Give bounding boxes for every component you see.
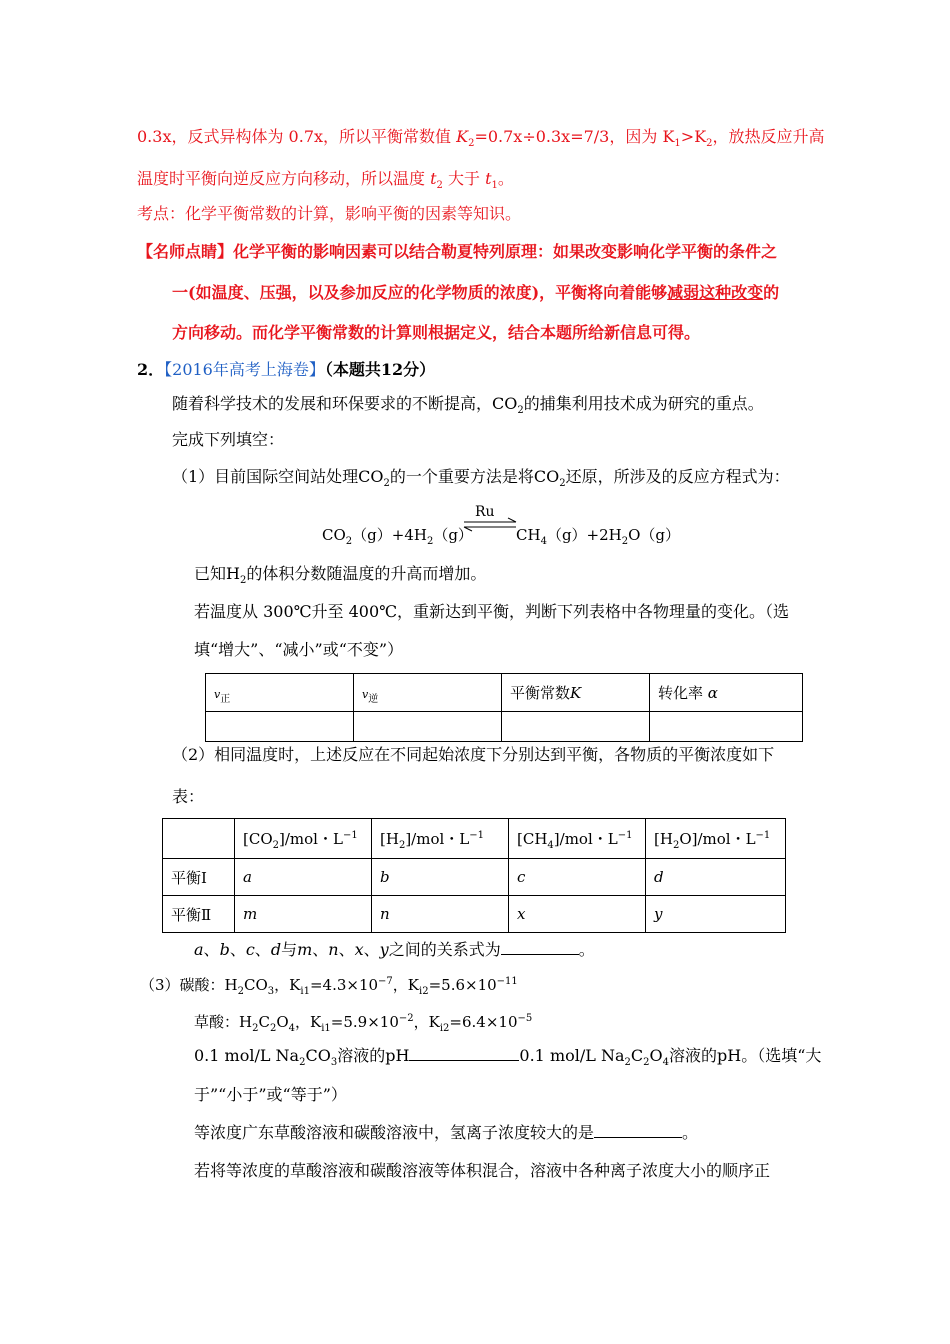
header-h2o: $[H_2O]$/mol・$L^{-1}$ — [646, 819, 786, 859]
table-row — [163, 896, 786, 933]
table-cell: m — [235, 896, 372, 933]
answer-cell-k[interactable] — [502, 712, 650, 742]
answer-line-1: 0.3x，反式异构体为 0.7x，所以平衡常数值 $K_2=0.7x\div 0.3x=7/3$，因为 $K_1>K_2$，放热反应升高 — [137, 127, 825, 150]
row-label: 平衡Ⅱ — [163, 896, 235, 933]
oxalic-acid-line: 草酸：$H_2C_2O_4$，$K_{i1}=5.9\times 10^{-2}$，$K_{i2}=6.4\times 10^{-5}$ — [194, 1013, 533, 1034]
header-h2: $[H_2]$/mol・$L^{-1}$ — [372, 819, 509, 859]
fill-instruction: 完成下列填空： — [172, 430, 285, 449]
equilibrium-arrow-icon — [460, 504, 520, 534]
tip-tag: 【名师点睛】 — [137, 242, 234, 261]
carbonic-acid-line: （3）碳酸：$H_2CO_3$，$K_{i1}=4.3\times 10^{-7}$，$K_{i2}=5.6\times 10^{-11}$ — [140, 976, 518, 997]
table-cell: n — [372, 896, 509, 933]
table-cell: y — [646, 896, 786, 933]
ph-line-1: 0.1 mol/L $Na_2CO_3$溶液的pH 0.1 mol/L $Na_2C_2O_4$溶液的pH。（选填“大 — [194, 1046, 822, 1069]
header-k: 平衡常数K — [502, 674, 650, 712]
tip-line-2: 一(如温度、压强，以及参加反应的化学物质的浓度)，平衡将向着能够减弱这种改变的 — [172, 283, 780, 302]
ph-blank[interactable] — [409, 1046, 519, 1061]
header-v-reverse: $v_逆$ — [354, 674, 502, 712]
mix-line: 若将等浓度的草酸溶液和碳酸溶液等体积混合，溶液中各种离子浓度大小的顺序正 — [194, 1161, 771, 1180]
equal-conc-blank[interactable] — [594, 1123, 682, 1138]
concentration-table — [162, 818, 786, 933]
answer-cell-v-forward[interactable] — [206, 712, 354, 742]
temp-line-2: 填“增大”、“减小”或“不变”） — [194, 640, 404, 659]
equation-left: $CO_2(g)+4H_2(g)$ — [322, 526, 473, 547]
part-2-line-1: （2）相同温度时，上述反应在不同起始浓度下分别达到平衡，各物质的平衡浓度如下 — [172, 745, 775, 764]
part-1-text: （1）目前国际空间站处理$CO_2$的一个重要方法是将$CO_2$还原，所涉及的反应方程式为： — [172, 467, 790, 490]
question-source: 【2016年高考上海卷】 — [164, 360, 325, 379]
table-row — [163, 859, 786, 896]
equal-conc-line: 等浓度广东草酸溶液和碳酸溶液中，氢离子浓度较大的是 。 — [194, 1123, 699, 1142]
header-co2: $[CO_2]$/mol・$L^{-1}$ — [235, 819, 372, 859]
table-cell: b — [372, 859, 509, 896]
row-label: 平衡Ⅰ — [163, 859, 235, 896]
tip-line-3: 方向移动。而化学平衡常数的计算则根据定义，结合本题所给新信息可得。 — [172, 323, 701, 342]
equilibrium-arrow — [460, 504, 520, 534]
part-2-line-2: 表： — [172, 787, 205, 806]
change-table — [205, 673, 803, 742]
relation-line: a、b、c、d与m、n、x、y之间的关系式为 。 — [194, 940, 595, 959]
equation-right: $CH_4(g)+2H_2O(g)$ — [516, 526, 681, 547]
question-2-header: 2．【2016年高考上海卷】（本题共12分） — [137, 360, 436, 379]
tip-line-1: 【名师点睛】化学平衡的影响因素可以结合勒夏特列原理：如果改变影响化学平衡的条件之 — [137, 242, 778, 261]
intro-line: 随着科学技术的发展和环保要求的不断提高，$CO_2$的捕集利用技术成为研究的重点。 — [172, 394, 764, 417]
header-v-forward: $v_正$ — [206, 674, 354, 712]
table-cell: a — [235, 859, 372, 896]
ph-line-2: 于”“小于”或“等于”） — [194, 1085, 347, 1104]
answer-cell-v-reverse[interactable] — [354, 712, 502, 742]
header-ch4: $[CH_4]$/mol・$L^{-1}$ — [509, 819, 646, 859]
header-conversion: 转化率 α — [650, 674, 803, 712]
table-cell: c — [509, 859, 646, 896]
relation-blank[interactable] — [501, 940, 579, 955]
table-cell: d — [646, 859, 786, 896]
kaodian-line: 考点：化学平衡常数的计算，影响平衡的因素等知识。 — [137, 204, 522, 223]
temp-line-1: 若温度从 300℃升至 400℃，重新达到平衡，判断下列表格中各物理量的变化。（选 — [194, 602, 790, 621]
table-cell: x — [509, 896, 646, 933]
catalyst-label: Ru — [475, 504, 495, 520]
answer-line-2: 温度时平衡向逆反应方向移动，所以温度 $t_2$ 大于 $t_1$。 — [137, 169, 514, 192]
answer-cell-conversion[interactable] — [650, 712, 803, 742]
known-line: 已知$H_2$的体积分数随温度的升高而增加。 — [194, 564, 487, 587]
corner-cell — [163, 819, 235, 859]
